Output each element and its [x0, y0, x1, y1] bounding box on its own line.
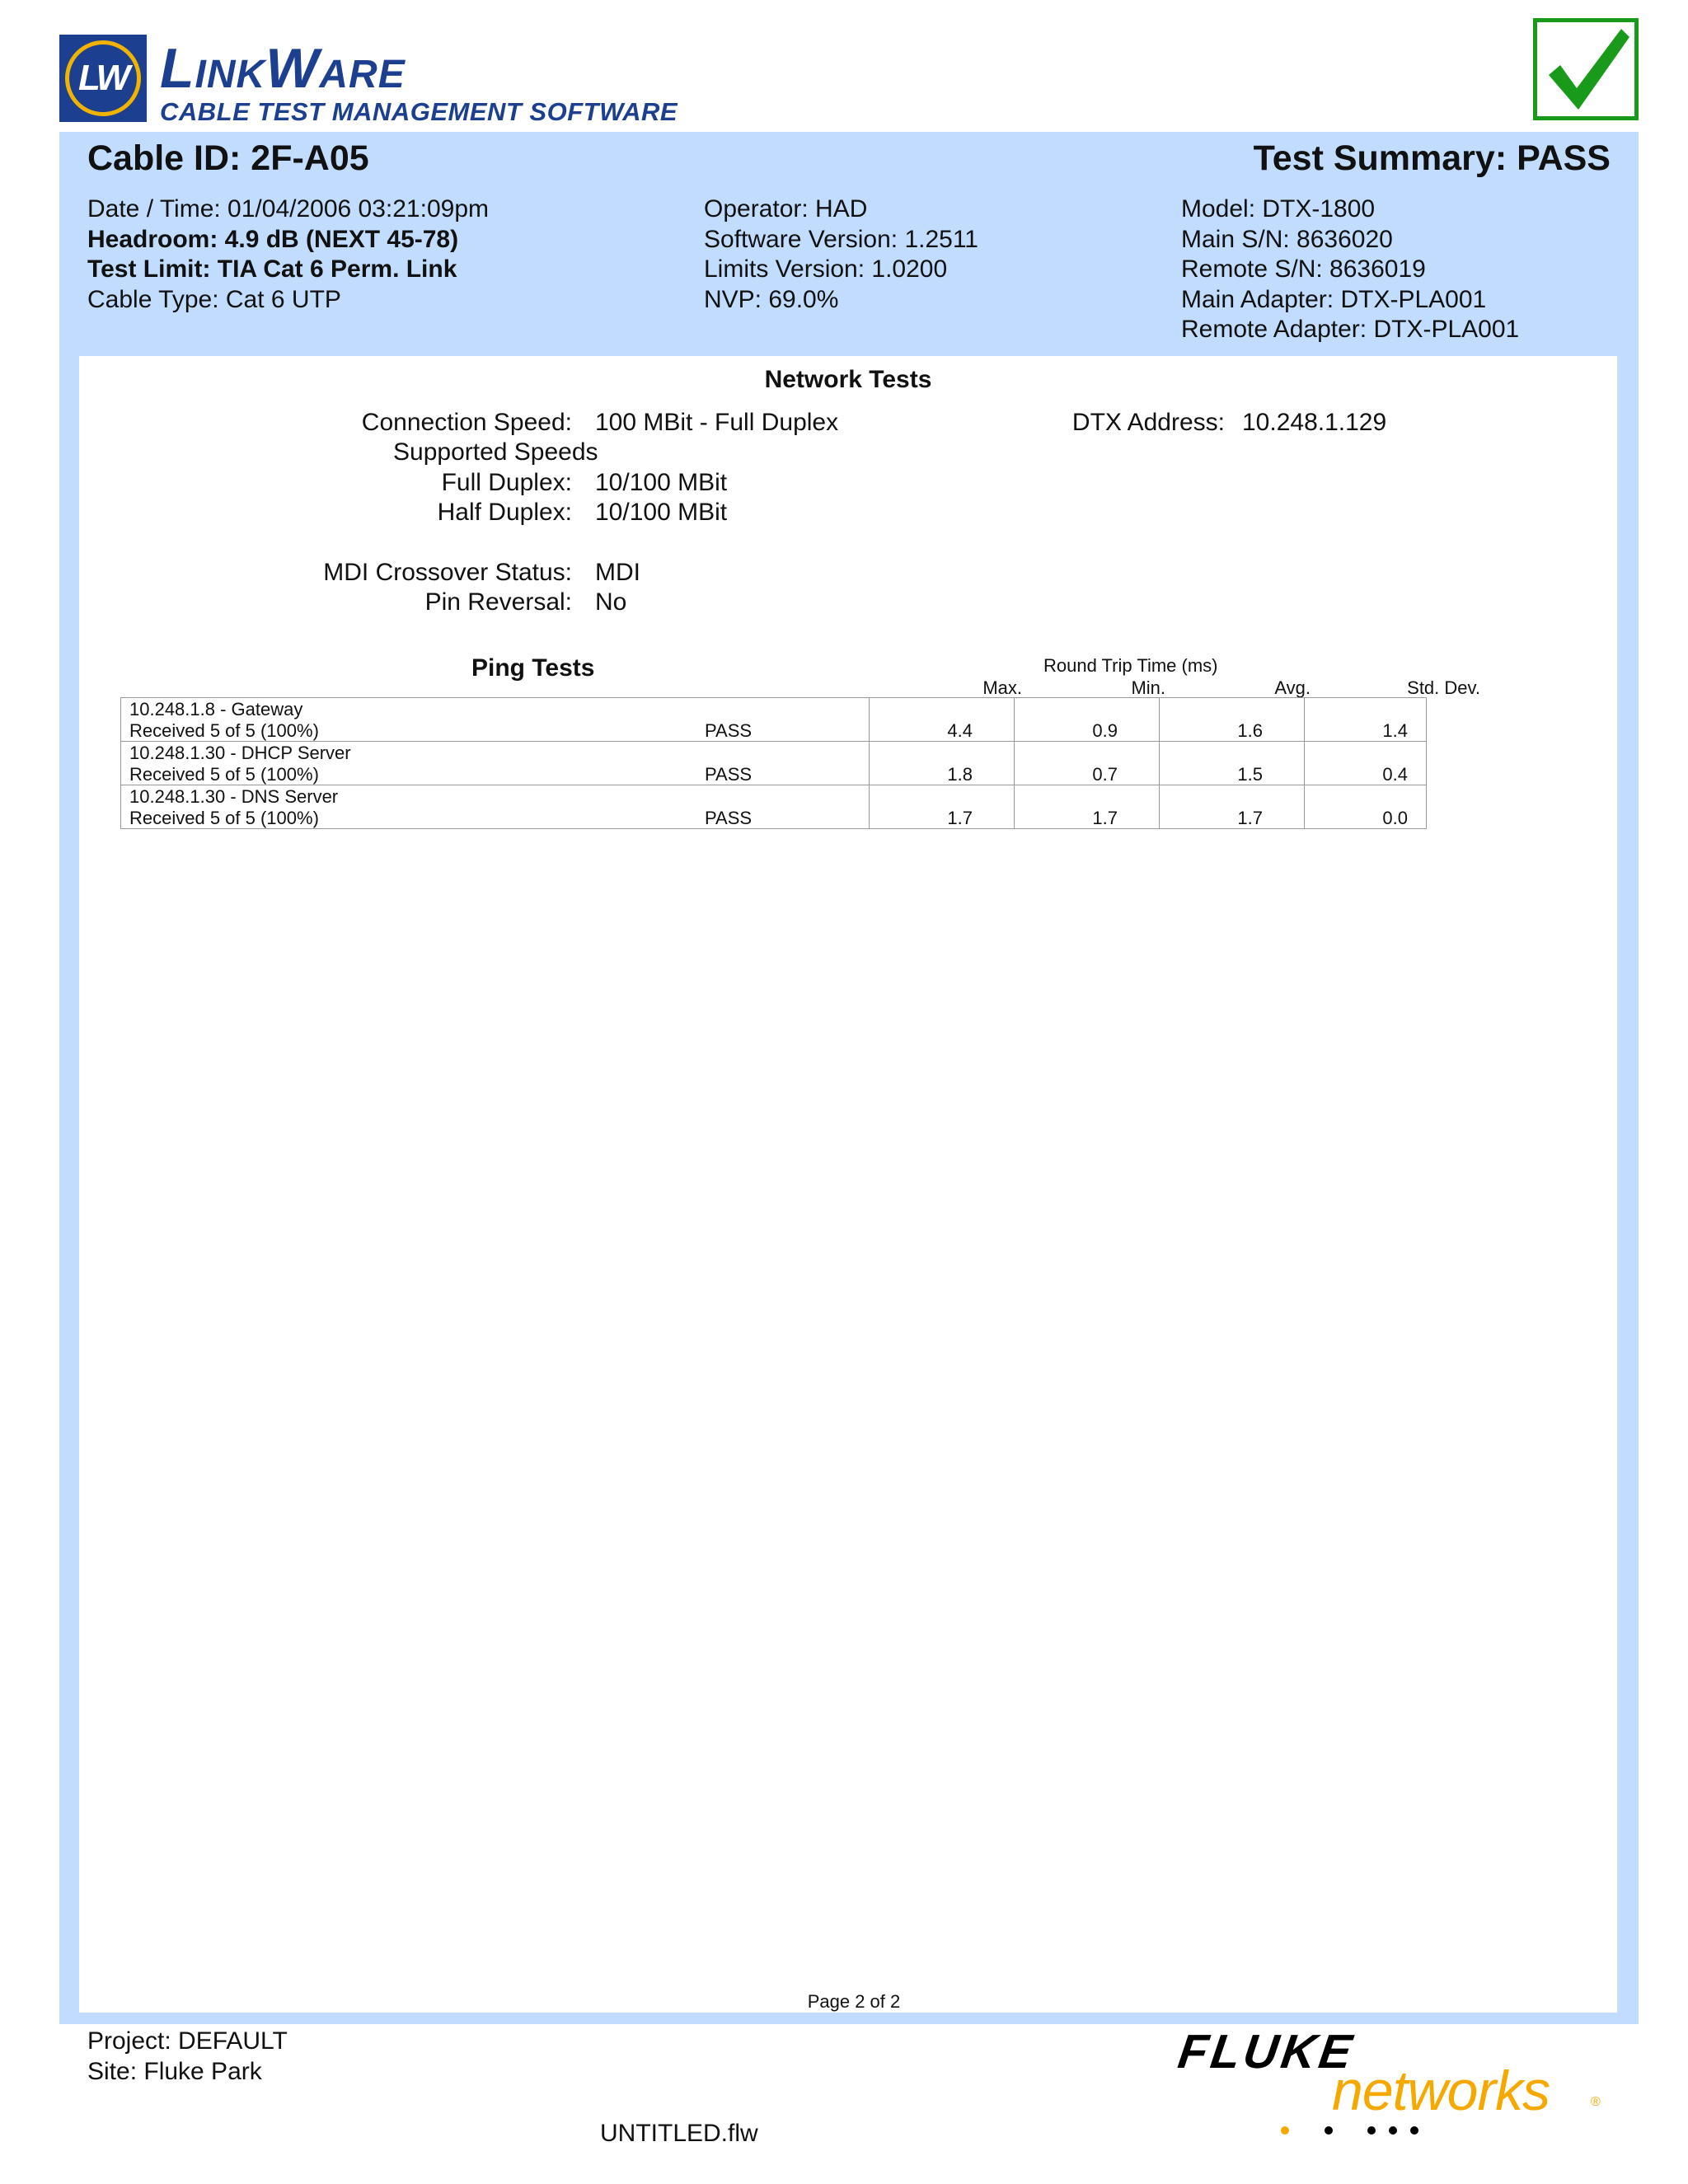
ping-received: Received 5 of 5 (100%) [129, 720, 319, 741]
limits-version: Limits Version: 1.0200 [704, 255, 948, 283]
connection-speed-value: 100 MBit - Full Duplex [595, 409, 839, 436]
main-sn: Main S/N: 8636020 [1181, 225, 1393, 253]
ping-received: Received 5 of 5 (100%) [129, 808, 319, 828]
info-column-test [87, 194, 489, 315]
results-panel [79, 356, 1617, 2013]
logo-dots-icon [1279, 2125, 1444, 2136]
pin-reversal-label: Pin Reversal: [424, 588, 572, 616]
col-head-avg: Avg. [1274, 677, 1311, 698]
ping-host: 10.248.1.8 - Gateway [129, 699, 303, 719]
linkware-logo [59, 31, 678, 130]
model: Model: DTX-1800 [1181, 195, 1376, 223]
col-head-min: Min. [1131, 677, 1165, 698]
nvp: NVP: 69.0% [704, 285, 839, 313]
test-limit: Test Limit: TIA Cat 6 Perm. Link [87, 255, 457, 283]
supported-speeds-label: Supported Speeds [393, 438, 598, 466]
fluke-wordmark: FLUKE [1175, 2025, 1358, 2079]
file-name: UNTITLED.flw [600, 2120, 758, 2147]
full-duplex-value: 10/100 MBit [595, 469, 728, 496]
ping-target-cell [121, 785, 870, 829]
page-number: Page 2 of 2 [807, 1991, 901, 2012]
ping-avg: 1.6 [1160, 698, 1305, 742]
ping-min: 1.7 [1015, 785, 1160, 829]
networks-wordmark: networks [1332, 2060, 1550, 2122]
info-column-software [704, 194, 978, 315]
mdi-crossover-label: MDI Crossover Status: [323, 559, 572, 586]
date-time: Date / Time: 01/04/2006 03:21:09pm [87, 195, 489, 223]
ping-result: PASS [705, 764, 753, 785]
lw-badge [59, 35, 147, 122]
ping-max: 1.8 [870, 742, 1015, 785]
col-head-max: Max. [982, 677, 1022, 698]
ping-max: 1.7 [870, 785, 1015, 829]
project: Project: DEFAULT [87, 2027, 288, 2055]
ping-min: 0.9 [1015, 698, 1160, 742]
site: Site: Fluke Park [87, 2058, 262, 2085]
table-row [121, 698, 1427, 742]
ping-received: Received 5 of 5 (100%) [129, 764, 319, 785]
ping-max: 4.4 [870, 698, 1015, 742]
ping-std-dev: 1.4 [1305, 698, 1427, 742]
ping-results-table [120, 697, 1427, 829]
remote-adapter: Remote Adapter: DTX-PLA001 [1181, 316, 1520, 343]
logo-title: LinkWare [160, 37, 406, 100]
ping-result: PASS [705, 808, 753, 828]
test-summary: Test Summary: PASS [1253, 138, 1611, 178]
ping-host: 10.248.1.30 - DHCP Server [129, 743, 351, 763]
dtx-address-label: DTX Address: [1071, 409, 1225, 436]
headroom: Headroom: 4.9 dB (NEXT 45-78) [87, 225, 459, 253]
logo-subtitle: CABLE TEST MANAGEMENT SOFTWARE [160, 97, 678, 126]
table-row [121, 785, 1427, 829]
report-frame [59, 132, 1639, 2024]
cable-type: Cable Type: Cat 6 UTP [87, 285, 341, 313]
ping-avg: 1.5 [1160, 742, 1305, 785]
operator: Operator: HAD [704, 195, 868, 223]
ping-host: 10.248.1.30 - DNS Server [129, 786, 339, 807]
remote-sn: Remote S/N: 8636019 [1181, 255, 1426, 283]
half-duplex-value: 10/100 MBit [595, 499, 728, 526]
ping-target-cell [121, 742, 870, 785]
col-head-std-dev: Std. Dev. [1407, 677, 1480, 698]
round-trip-time-title: Round Trip Time (ms) [1043, 655, 1218, 676]
full-duplex-label: Full Duplex: [441, 469, 572, 496]
table-row [121, 742, 1427, 785]
info-column-hardware [1181, 194, 1519, 345]
check-mark-icon [1542, 24, 1633, 116]
network-tests-title: Network Tests [764, 366, 932, 393]
mdi-crossover-value: MDI [595, 559, 640, 586]
pin-reversal-value: No [595, 588, 627, 616]
ping-min: 0.7 [1015, 742, 1160, 785]
ping-result: PASS [705, 720, 753, 741]
cable-id: Cable ID: 2F-A05 [87, 138, 369, 178]
fluke-networks-logo [1175, 2025, 1607, 2143]
ping-tests-title: Ping Tests [471, 654, 595, 682]
connection-speed-label: Connection Speed: [361, 409, 572, 436]
dtx-address-value: 10.248.1.129 [1242, 409, 1387, 436]
ping-avg: 1.7 [1160, 785, 1305, 829]
main-adapter: Main Adapter: DTX-PLA001 [1181, 285, 1487, 313]
footer-info [87, 2026, 288, 2087]
software-version: Software Version: 1.2511 [704, 225, 978, 253]
ping-target-cell [121, 698, 870, 742]
ping-std-dev: 0.0 [1305, 785, 1427, 829]
check-icon [1533, 18, 1639, 120]
ping-std-dev: 0.4 [1305, 742, 1427, 785]
lw-badge-text: LW [65, 40, 141, 116]
half-duplex-label: Half Duplex: [437, 499, 572, 526]
registered-mark: ® [1591, 2095, 1601, 2109]
